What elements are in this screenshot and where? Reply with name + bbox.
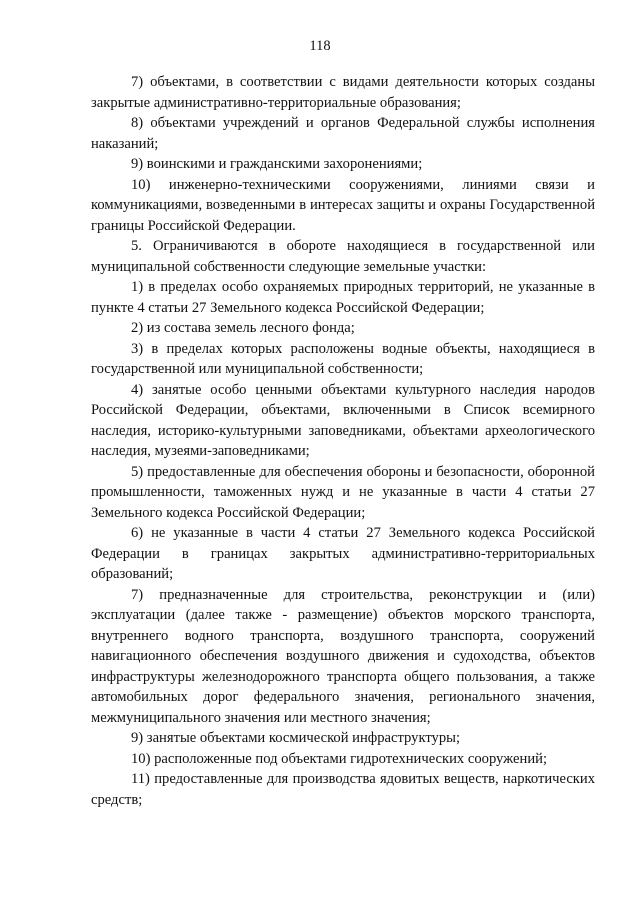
document-body <box>91 72 595 810</box>
paragraph-item-8-penal-service: 8) объектами учреждений и органов Федеральной службы исполнения наказаний; <box>91 115 595 152</box>
page-number: 118 <box>309 38 331 54</box>
paragraph-item-9-burials: 9) воинскими и гражданскими захоронениями; <box>131 156 423 172</box>
paragraph-item-7-closed-territories: 7) объектами, в соответствии с видами деятельности которых созданы закрытые административно-территориальные образования; <box>91 74 595 111</box>
paragraph-item-4-cultural-heritage: 4) занятые особо ценными объектами культурного наследия народов Российской Федерации, объектами, включенными в Список всемирного наследия, историко-культурными заповедниками, объектами археологического наследия, музеями-заповедниками; <box>91 381 595 459</box>
paragraph-item-10-hydrotechnical: 10) расположенные под объектами гидротехнических сооружений; <box>131 750 548 767</box>
paragraph-item-3-water-objects: 3) в пределах которых расположены водные объекты, находящиеся в государственной или муниципальной собственности; <box>91 340 595 377</box>
paragraph-item-10-border-structures: 10) инженерно-техническими сооружениями, линиями связи и коммуникациями, возведенными в интересах защиты и охраны Государственной границы Российской Федерации. <box>91 176 595 234</box>
paragraph-item-7-transport: 7) предназначенные для строительства, реконструкции и (или) эксплуатации (далее также - размещение) объектов морского транспорта, внутреннего водного транспорта, воздушного транспорта, сооружений навигационного обеспечения воздушного движения и судоходства, объектов инфраструктуры железнодорожного транспорта общего пользования, а также автомобильных дорог федерального значения, регионального значения, межмуниципального значения или местного значения; <box>91 586 595 726</box>
paragraph-item-5-defense: 5) предоставленные для обеспечения обороны и безопасности, оборонной промышленности, таможенных нужд и не указанные в части 4 статьи 27 Земельного кодекса Российской Федерации; <box>91 463 595 521</box>
paragraph-item-6-closed-formations: 6) не указанные в части 4 статьи 27 Земельного кодекса Российской Федерации в границах закрытых административно-территориальных образований; <box>91 525 595 582</box>
paragraph-item-9-space-infrastructure: 9) занятые объектами космической инфраструктуры; <box>131 730 461 746</box>
paragraph-item-2-forest-fund: 2) из состава земель лесного фонда; <box>131 320 355 336</box>
paragraph-item-11-toxic-substances: 11) предоставленные для производства ядовитых веществ, наркотических средств; <box>91 771 595 808</box>
paragraph-clause-5-restricted-plots: 5. Ограничиваются в обороте находящиеся в государственной или муниципальной собственности следующие земельные участки: <box>91 238 595 275</box>
paragraph-item-1-protected-areas: 1) в пределах особо охраняемых природных территорий, не указанные в пункте 4 статьи 27 Земельного кодекса Российской Федерации; <box>91 279 595 316</box>
